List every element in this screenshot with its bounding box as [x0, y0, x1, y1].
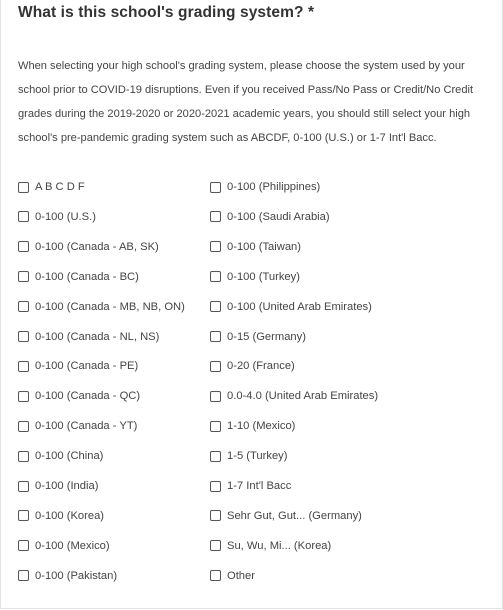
checkbox[interactable] [210, 540, 221, 551]
option-label: 0-100 (Canada - BC) [35, 270, 139, 283]
option-label: 0-100 (Pakistan) [35, 569, 118, 582]
option-label: Other [227, 569, 255, 582]
option-label: 0-20 (France) [227, 360, 295, 373]
checkbox[interactable] [210, 361, 221, 372]
checkbox[interactable] [210, 481, 221, 492]
grading-option[interactable] [18, 207, 96, 227]
option-label: 0-100 (Saudi Arabia) [227, 210, 330, 223]
checkbox[interactable] [18, 271, 29, 282]
option-label: 1-7 Int'l Bacc [227, 480, 292, 492]
option-label: 1-10 (Mexico) [227, 420, 296, 433]
checkbox[interactable] [18, 540, 29, 551]
checkbox[interactable] [210, 421, 221, 432]
option-label: 0-100 (Canada - MB, NB, ON) [35, 300, 185, 313]
checkbox[interactable] [210, 331, 221, 342]
option-label: 0-100 (Philippines) [227, 181, 321, 193]
checkbox[interactable] [18, 570, 29, 581]
grading-option[interactable] [210, 476, 291, 496]
checkbox[interactable] [18, 481, 29, 492]
grading-option[interactable] [210, 327, 306, 347]
option-label: 0-100 (India) [35, 480, 99, 492]
instructions-line: When selecting your high school's grading system, please choose the system used by your [18, 60, 465, 72]
option-label: 0-100 (Mexico) [35, 539, 110, 552]
grading-option[interactable] [18, 416, 137, 436]
checkbox[interactable] [210, 451, 221, 462]
option-label: 0-100 (Korea) [35, 509, 105, 522]
grading-option[interactable] [210, 446, 288, 466]
grading-option[interactable] [18, 476, 98, 496]
checkbox[interactable] [18, 421, 29, 432]
checkbox[interactable] [210, 271, 221, 282]
question-title: What is this school's grading system? * [18, 4, 315, 21]
instructions-line: grades during the 2019-2020 or 2020-2021 academic years, you should still select your high [18, 108, 471, 120]
option-label: 0-100 (China) [35, 450, 104, 463]
grading-option[interactable] [210, 297, 372, 317]
grading-option[interactable] [210, 267, 300, 287]
checkbox[interactable] [210, 570, 221, 581]
grading-option[interactable] [210, 177, 320, 197]
instructions-line: school's pre-pandemic grading system such as ABCDF, 0-100 (U.S.) or 1-7 Int'l Bacc. [18, 132, 437, 144]
checkbox[interactable] [18, 510, 29, 521]
question-instructions [18, 54, 488, 150]
option-label: 0-100 (Canada - AB, SK) [35, 240, 159, 253]
option-label: 0-100 (Taiwan) [227, 240, 301, 253]
option-label: 0-100 (United Arab Emirates) [227, 300, 372, 313]
checkbox[interactable] [18, 182, 29, 193]
grading-option[interactable] [18, 177, 85, 197]
checkbox[interactable] [210, 301, 221, 312]
checkbox[interactable] [18, 361, 29, 372]
grading-option[interactable] [210, 416, 295, 436]
grading-option[interactable] [18, 536, 110, 556]
grading-option[interactable] [210, 536, 331, 556]
grading-option[interactable] [18, 297, 185, 317]
instructions-line: school prior to COVID-19 disruptions. Even if you received Pass/No Pass or Credit/No Credit [18, 84, 474, 96]
grading-option[interactable] [18, 506, 104, 526]
option-label: A B C D F [35, 181, 85, 193]
option-label: 0-15 (Germany) [227, 330, 306, 343]
option-label: 0-100 (Canada - NL, NS) [35, 330, 160, 343]
grading-option[interactable] [210, 506, 362, 526]
grading-option[interactable] [210, 386, 378, 406]
grading-option[interactable] [18, 356, 138, 376]
checkbox[interactable] [18, 241, 29, 252]
grading-option[interactable] [18, 237, 159, 257]
grading-option[interactable] [210, 237, 301, 257]
grading-option[interactable] [18, 327, 159, 347]
checkbox[interactable] [18, 331, 29, 342]
option-label: Sehr Gut, Gut... (Germany) [227, 509, 362, 522]
checkbox[interactable] [210, 391, 221, 402]
option-label: 0-100 (Canada - YT) [35, 420, 138, 433]
option-label: 0-100 (Canada - QC) [35, 390, 141, 403]
option-label: 0-100 (U.S.) [35, 210, 96, 223]
checkbox[interactable] [18, 451, 29, 462]
grading-option[interactable] [210, 207, 330, 227]
checkbox[interactable] [210, 211, 221, 222]
option-label: Su, Wu, Mi... (Korea) [227, 539, 332, 552]
grading-option[interactable] [18, 566, 117, 586]
checkbox[interactable] [18, 301, 29, 312]
grading-option[interactable] [18, 267, 139, 287]
checkbox[interactable] [210, 241, 221, 252]
checkbox[interactable] [210, 510, 221, 521]
checkbox[interactable] [18, 211, 29, 222]
option-label: 1-5 (Turkey) [227, 450, 288, 463]
grading-option[interactable] [18, 446, 103, 466]
grading-option[interactable] [210, 356, 295, 376]
grading-option[interactable] [210, 566, 255, 586]
checkbox[interactable] [210, 182, 221, 193]
option-label: 0-100 (Turkey) [227, 270, 300, 283]
checkbox[interactable] [18, 391, 29, 402]
grading-option[interactable] [18, 386, 140, 406]
option-label: 0.0-4.0 (United Arab Emirates) [227, 390, 379, 403]
option-label: 0-100 (Canada - PE) [35, 360, 139, 373]
